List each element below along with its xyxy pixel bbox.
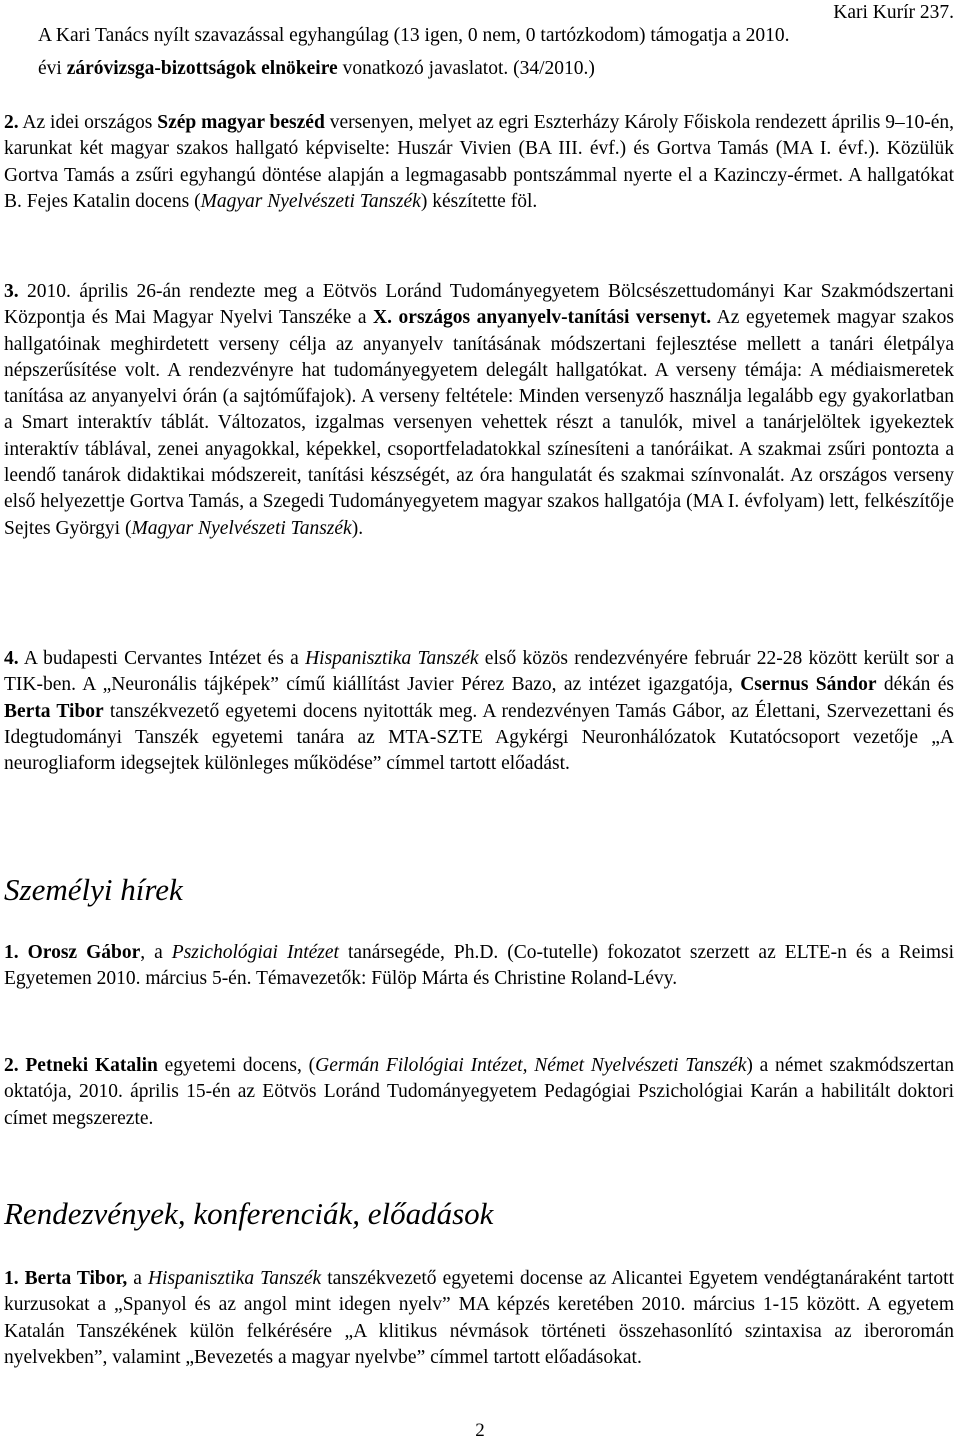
text: Az idei országos — [18, 112, 158, 133]
italic-text: Pszichológiai Intézet — [171, 942, 339, 963]
news-item-4 — [4, 646, 954, 777]
bold-text: Berta Tibor, — [18, 1268, 128, 1289]
bold-text: záróvizsga-bizottságok elnökeire — [66, 58, 338, 79]
item-number: 2. — [4, 112, 19, 133]
italic-text: Germán Filológiai Intézet, Német Nyelvészeti Tanszék — [315, 1055, 747, 1076]
bold-text: Csernus Sándor — [740, 674, 877, 696]
text: 2010. április 26-án rendezte meg a Eötvös Loránd Tudományegyetem Bölcsészettudományi Kar Szakmódszertani Központja és Mai Magyar Nyelvi Tanszéke a — [4, 281, 954, 329]
bold-text: Petneki Katalin — [18, 1055, 158, 1076]
text: tanársegéde, Ph.D. (Co-tutelle) fokozatot szerzett az ELTE-n és a Reimsi Egyetemen 2010. március 5-én. Témavezetők: Fülöp Márta és Christine Roland-Lévy. — [4, 942, 954, 990]
item-number: 3. — [4, 281, 19, 302]
news-item-3 — [4, 279, 954, 542]
bold-text: X. országos anyanyelv-tanítási versenyt. — [373, 307, 712, 329]
text: Az egyetemek magyar szakos hallgatóinak meghirdetett verseny célja az anyanyelv tanításának módszertani fejlesztése mellett a tanári életpálya népszerűsítése volt. A rendezvényre hat tudományegyetem delegált hallgatókat. A verseny témája: A médiaismeretek tanítása az anyanyelvi órán (a sajtóműfajok). A verseny feltétele: Minden versenyző használja legalább egy gyakorlatban a Smart interaktív táblát. Változatos, izgalmas versenyen vehettek részt a tanulók, mivel a tanárjelöltek igyekeztek interaktív táblával, zenei anyagokkal, képekkel, csoportfeladatokkal színesíteni a tanóráikat. A szakmai zsűri pontozta a leendő tanárok didaktikai módszereit, tanítási készségét, az óra hangulatát és szakmai színvonalát. Az országos verseny első helyezettje Gortva Tamás, a Szegedi Tudományegyetem magyar szakos hallgatója (MA I. évfolyam) lett, felkészítője Sejtes Györgyi ( — [4, 307, 954, 539]
text: vonatkozó javaslatot. (34/2010.) — [337, 58, 595, 79]
text: A budapesti Cervantes Intézet és a — [18, 648, 306, 669]
personal-news-item-1 — [4, 940, 954, 993]
text: első közös rendezvényére február 22-28 között került sor a TIK-ben. A „Neuronális tájképek” című kiállítást Javier Pérez Bazo, az intézet igazgatója, — [4, 648, 954, 696]
text: ). — [351, 517, 364, 539]
italic-text: Hispanisztika Tanszék — [305, 648, 479, 669]
section-heading-personal-news: Személyi hírek — [4, 872, 183, 907]
text: évi — [38, 58, 67, 79]
text: a — [127, 1268, 148, 1289]
page-number: 2 — [475, 1420, 485, 1441]
italic-text: Magyar Nyelvészeti Tanszék — [131, 517, 352, 539]
bold-text: Szép magyar beszéd — [157, 112, 325, 133]
text: egyetemi docens, ( — [157, 1055, 316, 1076]
text: dékán és — [876, 674, 954, 696]
section-heading-events: Rendezvények, konferenciák, előadások — [4, 1196, 494, 1231]
events-item-1 — [4, 1266, 954, 1371]
item-number: 1. — [4, 942, 19, 963]
issue-header: Kari Kurír 237. — [833, 2, 954, 23]
item-number: 2. — [4, 1055, 19, 1076]
item-number: 4. — [4, 648, 19, 669]
item-number: 1. — [4, 1268, 19, 1289]
council-decision-line2 — [38, 58, 595, 80]
bold-text: Berta Tibor — [4, 700, 104, 722]
text: ) a német szakmódszertan oktatója, 2010. április 15-én az Eötvös Loránd Tudományegyetem Pedagógiai Pszichológiai Karán a habilitált doktori címet megszerezte. — [4, 1055, 955, 1129]
council-decision-line1: A Kari Tanács nyílt szavazással egyhangúlag (13 igen, 0 nem, 0 tartózkodom) támogatja a 2010. — [38, 25, 790, 46]
text: versenyen, melyet az egri Eszterházy Károly Főiskola rendezett április 9–10-én, karunkat két magyar szakos hallgató képviselte: Huszár Vivien (BA III. évf.) és Gortva Tamás (MA I. évf.). Közülük Gortva Tamás a zsűri egyhangú döntése alapján a legmagasabb pontszámmal nyerte el a Kazinczy-érmet. A hallgatókat B. Fejes Katalin docens ( — [4, 112, 954, 212]
text: ) készítette föl. — [420, 190, 538, 212]
news-item-2 — [4, 110, 954, 215]
text: , a — [140, 942, 172, 963]
bold-text: Orosz Gábor — [18, 942, 141, 963]
text: tanszékvezető egyetemi docense az Alicantei Egyetem vendégtanáraként tartott kurzusokat a „Spanyol és az angol mint idegen nyelv” MA képzés keretében 2010. március 1-15 között. A egyetem Katalán Tanszékének külön felkérésére „A klitikus névmások történeti összehasonlító szintaxisa az iberoromán nyelvekben”, valamint „Bevezetés a magyar nyelvbe” címmel tartott előadásokat. — [4, 1268, 954, 1368]
text: tanszékvezető egyetemi docens nyitották meg. A rendezvényen Tamás Gábor, az Élettani, Szervezettani és Idegtudományi Tanszék egyetemi tanára az MTA-SZTE Agykérgi Neuronhálózatok Kutatócsoport vezetője „A neurogliaform idegsejtek különleges működése” címmel tartott előadást. — [4, 700, 954, 775]
italic-text: Hispanisztika Tanszék — [147, 1268, 322, 1289]
italic-text: Magyar Nyelvészeti Tanszék — [200, 190, 421, 212]
personal-news-item-2 — [4, 1053, 954, 1132]
